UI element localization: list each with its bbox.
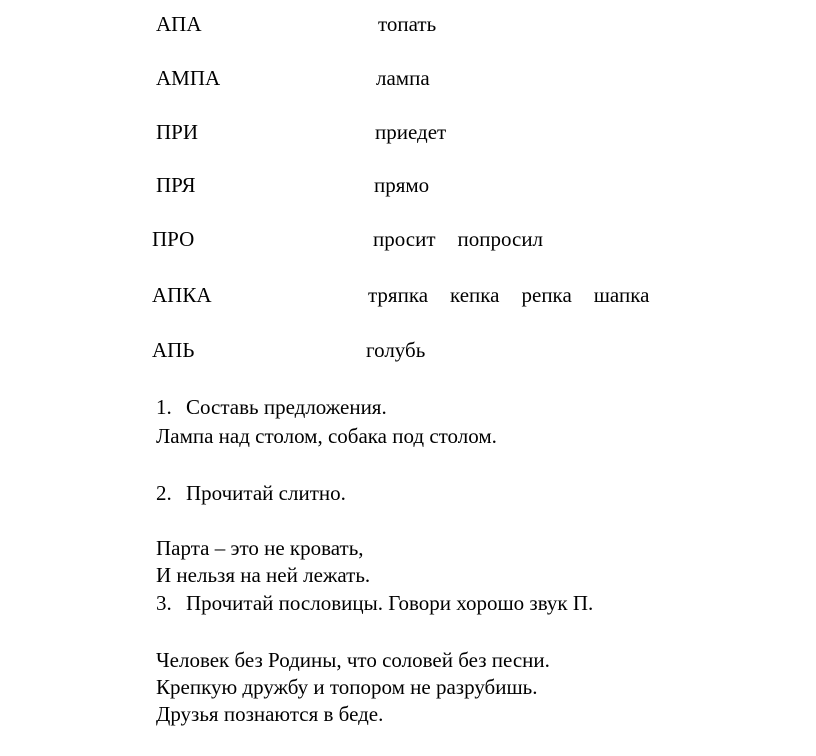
syllable-row xyxy=(0,285,816,311)
task-title: Прочитай слитно. xyxy=(186,481,346,505)
syllable: АМПА xyxy=(156,66,221,90)
word-list xyxy=(375,122,446,143)
task-number: 1. xyxy=(156,395,172,419)
word: кепка xyxy=(450,283,500,307)
word: тряпка xyxy=(368,283,429,307)
poem-line: И нельзя на ней лежать. xyxy=(156,563,371,587)
task-number: 3. xyxy=(156,591,172,615)
word: прямо xyxy=(374,173,430,197)
word: попросил xyxy=(457,227,544,251)
task-title: Прочитай пословицы. Говори хорошо звук П. xyxy=(186,591,594,615)
syllable: ПРЯ xyxy=(156,173,196,197)
syllable-row xyxy=(0,229,816,255)
task-title: Составь предложения. xyxy=(186,395,387,419)
syllable: АПЬ xyxy=(152,338,195,362)
proverb-line: Крепкую дружбу и топором не разрубишь. xyxy=(156,675,538,699)
word: просит xyxy=(373,227,436,251)
syllable-row xyxy=(0,340,816,366)
word-list xyxy=(374,175,429,196)
word-list xyxy=(378,14,436,35)
syllable-row xyxy=(0,14,816,40)
word-list xyxy=(376,68,430,89)
word: репка xyxy=(521,283,572,307)
proverb-line: Друзья познаются в беде. xyxy=(156,702,384,726)
task-3-heading xyxy=(156,593,593,614)
word: шапка xyxy=(593,283,650,307)
poem-line: Парта – это не кровать, xyxy=(156,536,364,560)
syllable: ПРО xyxy=(152,227,195,251)
syllable-row xyxy=(0,175,816,201)
word: топать xyxy=(378,12,437,36)
word-list xyxy=(373,229,543,250)
task-2-heading xyxy=(156,483,346,504)
syllable-row xyxy=(0,68,816,94)
syllable-row xyxy=(0,122,816,148)
word-list xyxy=(366,340,425,361)
task-1-text: Лампа над столом, собака под столом. xyxy=(156,424,497,448)
word: лампа xyxy=(376,66,430,90)
syllable: ПРИ xyxy=(156,120,199,144)
word: приедет xyxy=(375,120,447,144)
word-list xyxy=(368,285,649,306)
proverb-line: Человек без Родины, что соловей без песни. xyxy=(156,648,550,672)
task-1-heading xyxy=(156,397,387,418)
task-number: 2. xyxy=(156,481,172,505)
syllable: АПА xyxy=(156,12,202,36)
word: голубь xyxy=(366,338,426,362)
syllable: АПКА xyxy=(152,283,212,307)
